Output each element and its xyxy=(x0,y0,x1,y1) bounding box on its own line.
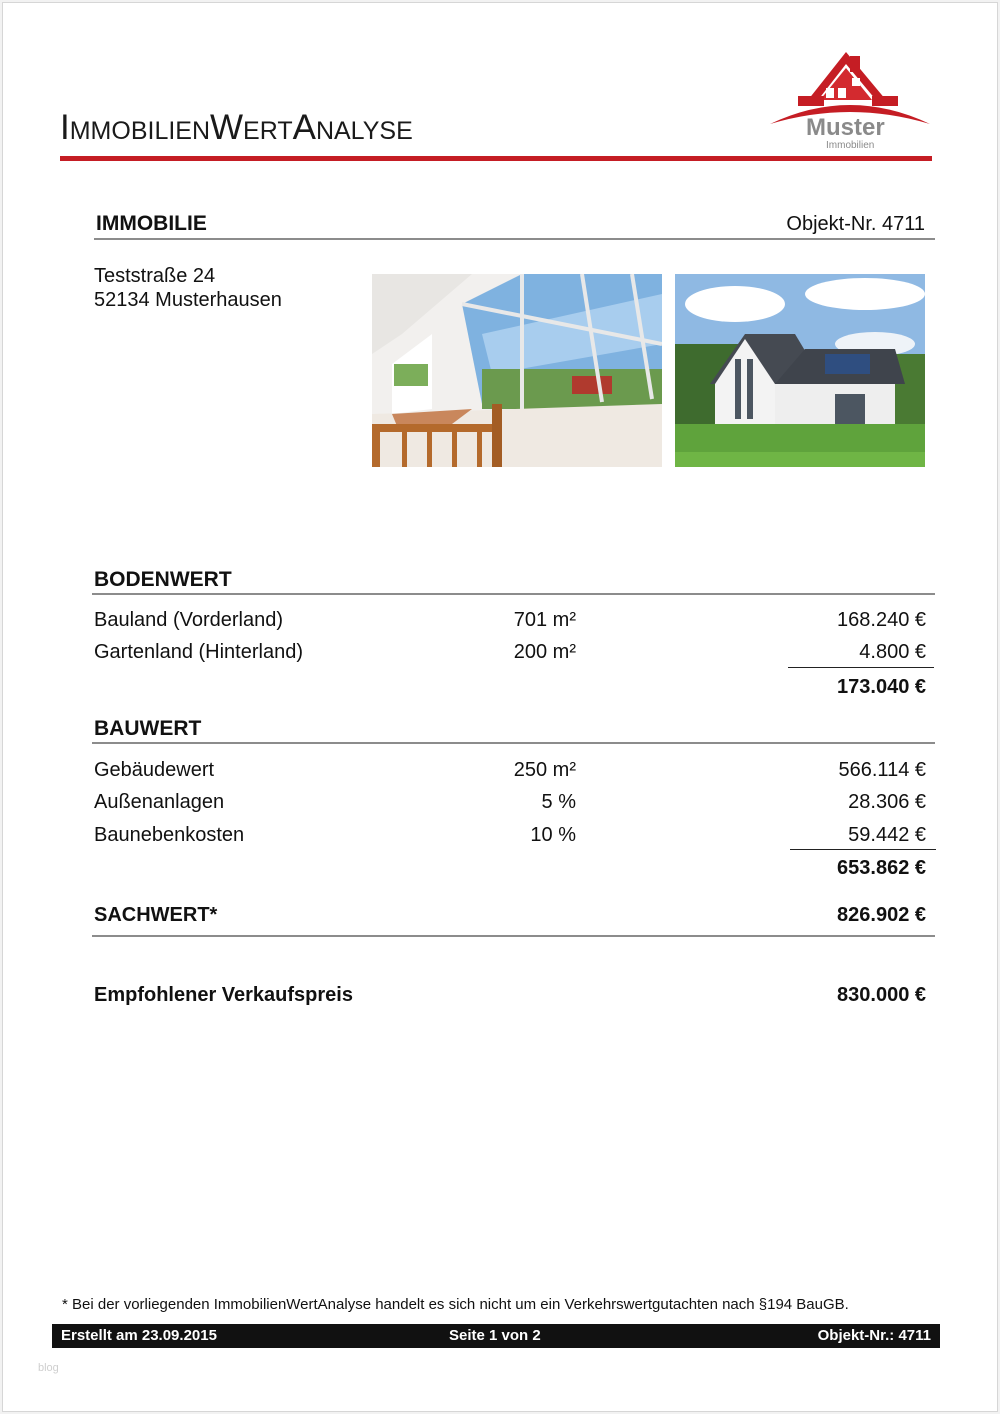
bauwert-row-name: Baunebenkosten xyxy=(94,824,245,846)
bodenwert-row-qty: 701 m² xyxy=(513,609,576,631)
sachwert-value: 826.902 € xyxy=(837,904,926,926)
bauwert-subtotal-rule xyxy=(790,849,936,850)
bodenwert-row-value: 4.800 € xyxy=(859,641,926,663)
watermark: blog xyxy=(38,1362,59,1374)
title-rule xyxy=(60,156,932,161)
bauwert-section-label: BAUWERT xyxy=(94,717,202,740)
recommended-price-value: 830.000 € xyxy=(837,984,926,1006)
bodenwert-row-name: Gartenland (Hinterland) xyxy=(94,641,303,663)
attic-interior-photo xyxy=(372,274,662,467)
logo-subtitle: Immobilien xyxy=(826,140,875,151)
recommended-price-label: Empfohlener Verkaufspreis xyxy=(94,984,353,1006)
bodenwert-total: 173.040 € xyxy=(837,676,926,698)
bauwert-row-qty: 5 % xyxy=(541,791,576,813)
bodenwert-rule xyxy=(92,593,935,595)
bodenwert-row-value: 168.240 € xyxy=(837,609,926,631)
property-section-label: IMMOBILIE xyxy=(96,212,207,235)
footer-created-date: Erstellt am 23.09.2015 xyxy=(61,1327,217,1344)
bauwert-row-value: 566.114 € xyxy=(838,759,926,781)
address-city: 52134 Musterhausen xyxy=(94,289,282,311)
bauwert-row-qty: 250 m² xyxy=(513,759,576,781)
bauwert-row-name: Gebäudewert xyxy=(94,759,215,781)
footer-bar xyxy=(52,1324,940,1348)
bauwert-row-value: 59.442 € xyxy=(848,824,926,846)
bodenwert-section-label: BODENWERT xyxy=(94,568,232,591)
address-street: Teststraße 24 xyxy=(94,265,216,287)
footer-page-number: Seite 1 von 2 xyxy=(449,1327,541,1344)
house-exterior-photo xyxy=(675,274,925,467)
footer-object-number: Objekt-Nr.: 4711 xyxy=(817,1327,931,1344)
object-number: Objekt-Nr. 4711 xyxy=(786,213,925,235)
bodenwert-row-name: Bauland (Vorderland) xyxy=(94,609,284,631)
bauwert-row-qty: 10 % xyxy=(530,824,576,846)
bauwert-total: 653.862 € xyxy=(837,857,926,879)
footnote: * Bei der vorliegenden ImmobilienWertAnalyse handelt es sich nicht um ein Verkehrswertgutachten nach §194 BauGB. xyxy=(62,1296,849,1313)
bodenwert-subtotal-rule xyxy=(788,667,934,668)
bodenwert-row-qty: 200 m² xyxy=(513,641,576,663)
bauwert-row-value: 28.306 € xyxy=(848,791,926,813)
bauwert-row-name: Außenanlagen xyxy=(94,791,225,813)
logo-name: Muster xyxy=(806,114,885,141)
property-rule xyxy=(94,238,935,240)
sachwert-rule xyxy=(92,935,935,937)
document-title: ImmobilienWertAnalyse xyxy=(60,108,413,147)
sachwert-label: SACHWERT* xyxy=(94,904,218,926)
bauwert-rule xyxy=(92,742,935,744)
